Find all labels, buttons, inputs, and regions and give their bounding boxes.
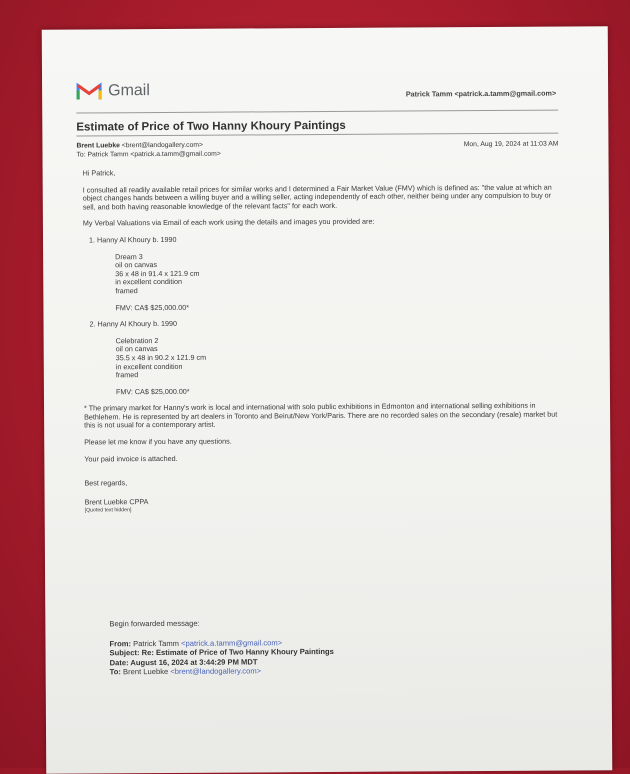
fmv-value: FMV: CA$ $25,000.00*	[115, 386, 190, 396]
gmail-logo	[76, 81, 150, 101]
item-details	[116, 334, 564, 380]
artwork-condition: in excellent condition	[115, 277, 183, 287]
footnote: * The primary market for Hanny's work is local and international with solo public exhibitions in Edmonton and international selling exhibitions in Bethlehem. He is represented by art dealers in Toronto and Beirut/New York/Paris. There are no recorded sales on the secondary (resale) market but this is not usual for a contemporary artist.	[84, 401, 558, 430]
forward-from-name: Patrick Tamm	[133, 638, 180, 648]
questions-line: Please let me know if you have any questions.	[84, 436, 232, 447]
artwork-framed: framed	[115, 370, 139, 380]
paragraph-valuations-intro: My Verbal Valuations via Email of each work using the details and images you provided are:	[82, 217, 375, 228]
valuation-item	[89, 234, 563, 313]
gmail-m-icon	[76, 81, 102, 101]
closing: Best regards,	[84, 478, 128, 488]
forward-to	[110, 666, 334, 677]
greeting: Hi Patrick,	[82, 168, 116, 178]
subject-divider	[76, 133, 558, 137]
app-name: Gmail	[108, 82, 150, 100]
forwarded-message	[109, 618, 334, 677]
invoice-line: Your paid invoice is attached.	[84, 453, 178, 464]
artwork-title: Celebration 2	[115, 335, 159, 346]
email-date: Mon, Aug 19, 2024 at 11:03 AM	[463, 140, 559, 149]
artwork-size: 35.5 x 48 in 90.2 x 121.9 cm	[115, 352, 207, 363]
paragraph-fmv-definition: I consulted all readily available retail prices for similar works and I determined a Fair Market Value (FMV) which is defined as: "the value at which an object changes hands between a willing buyer and a willing seller, acting independently of each other, neither being under any compulsion to buy or sell, and both having reasonable knowledge of the relevant facts" for each work.	[82, 182, 552, 212]
fmv-value: FMV: CA$ $25,000.00*	[115, 302, 190, 312]
artwork-framed: framed	[115, 286, 138, 296]
forward-date: Date: August 16, 2024 at 3:44:29 PM MDT	[109, 657, 258, 668]
item-heading: 2. Hanny Al Khoury b. 1990	[89, 319, 178, 329]
forward-from-label: From:	[109, 638, 132, 648]
sender-email: <brent@landogallery.com>	[121, 141, 204, 150]
header-divider	[76, 110, 558, 114]
artwork-condition: in excellent condition	[115, 361, 183, 371]
email-subject: Estimate of Price of Two Hanny Khoury Paintings	[76, 119, 346, 134]
sender-name: Brent Luebke	[76, 142, 120, 150]
item-heading: 1. Hanny Al Khoury b. 1990	[88, 234, 177, 245]
forward-from-email: <patrick.a.tamm@gmail.com>	[181, 637, 283, 648]
recipient-line: To: Patrick Tamm <patrick.a.tamm@gmail.com>	[76, 150, 221, 159]
quoted-text-hidden: [Quoted text hidden]	[84, 507, 132, 514]
sender-block	[76, 141, 220, 160]
signature: Brent Luebke CPPA	[84, 496, 149, 507]
forward-to-name: Brent Luebke	[123, 667, 169, 677]
forward-subject: Subject: Re: Estimate of Price of Two Hanny Khoury Paintings	[109, 647, 334, 658]
valuation-item	[90, 318, 564, 397]
artwork-size: 36 x 48 in 91.4 x 121.9 cm	[115, 268, 200, 279]
item-details	[115, 250, 563, 296]
artwork-medium: oil on canvas	[115, 344, 158, 354]
forward-to-email: <brent@landogallery.com>	[170, 666, 262, 677]
forward-intro: Begin forwarded message:	[109, 618, 200, 629]
artwork-title: Dream 3	[115, 251, 143, 261]
artwork-medium: oil on canvas	[115, 260, 158, 270]
account-email: Patrick Tamm <patrick.a.tamm@gmail.com>	[405, 88, 557, 99]
printed-email-page	[42, 26, 613, 773]
forward-to-label: To:	[109, 667, 121, 677]
email-body	[83, 167, 565, 516]
